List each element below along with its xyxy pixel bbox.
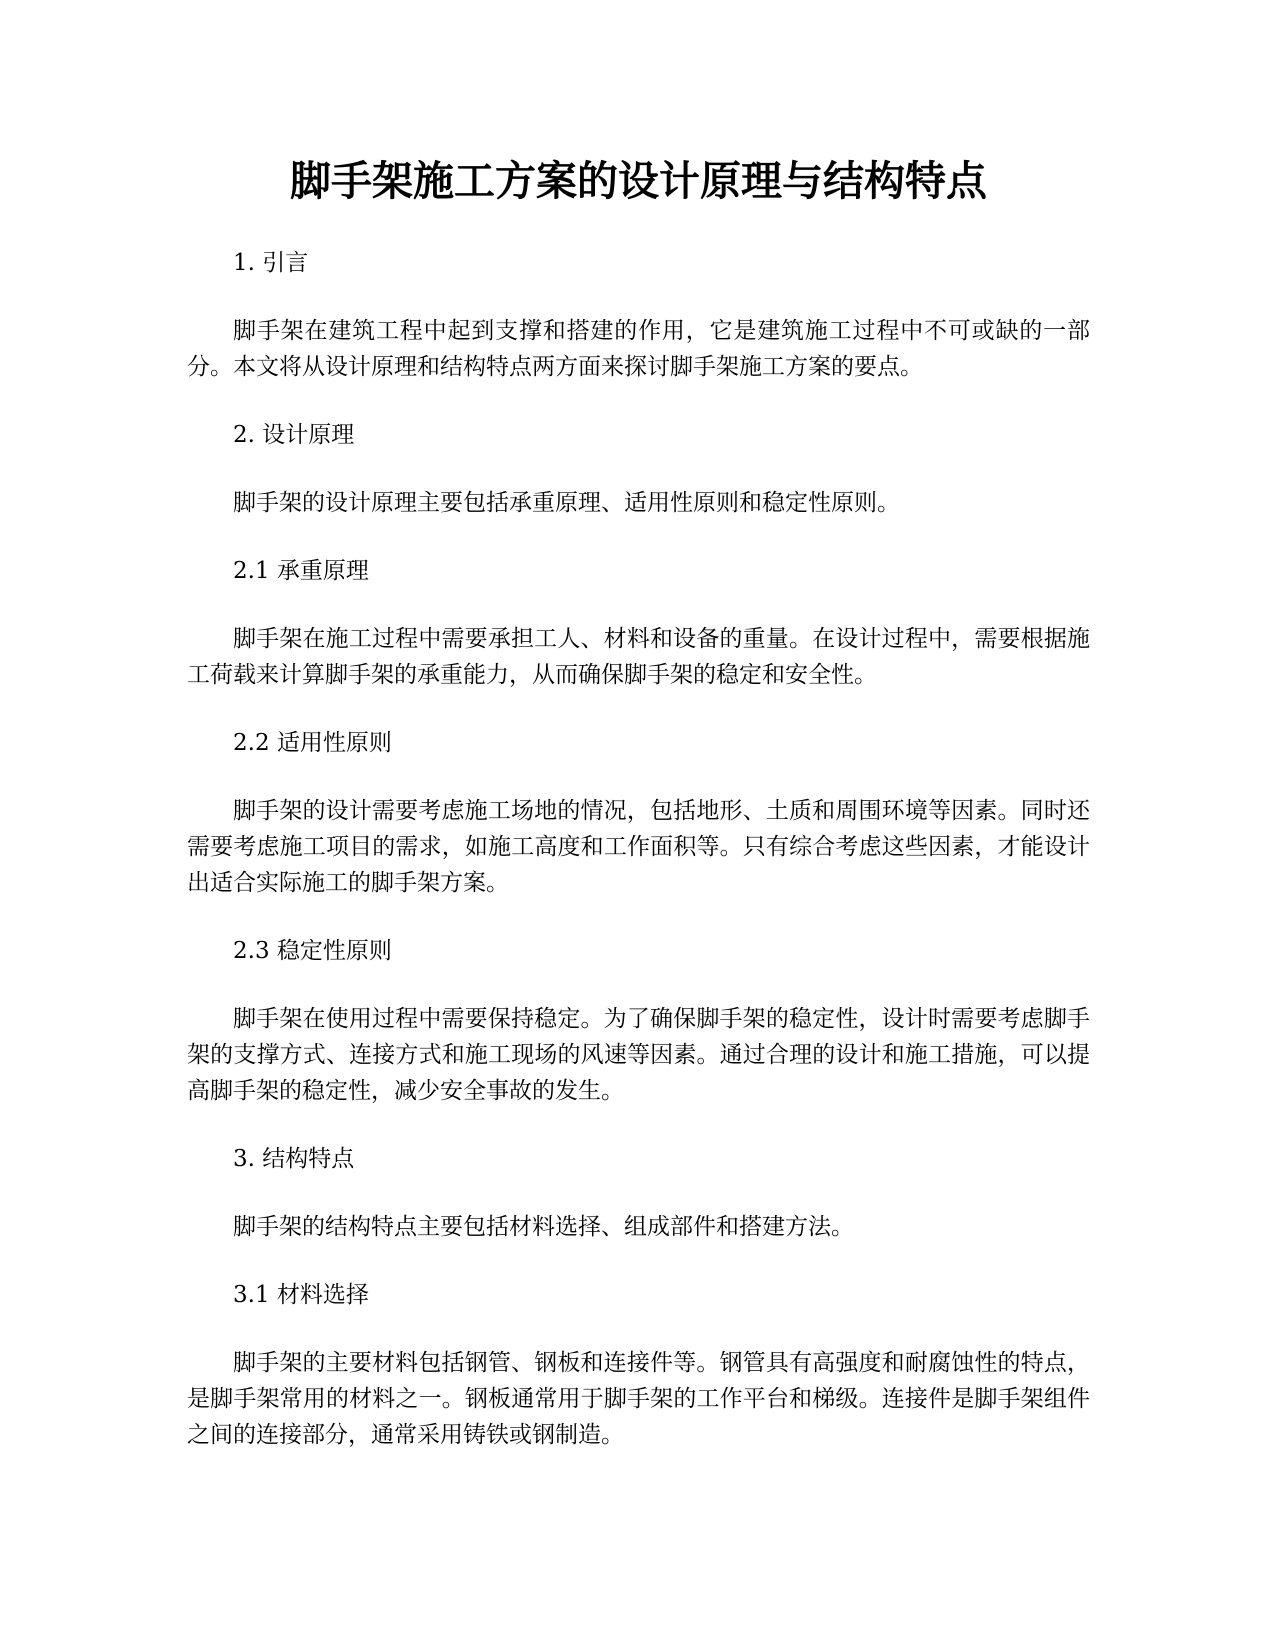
paragraph-stability: 脚手架在使用过程中需要保持稳定。为了确保脚手架的稳定性，设计时需要考虑脚手架的支撑方式、连接方式和施工现场的风速等因素。通过合理的设计和施工措施，可以提高脚手架的稳定性，减少安全事故的发生。: [187, 1006, 1090, 1104]
paragraph-materials: 脚手架的主要材料包括钢管、钢板和连接件等。钢管具有高强度和耐腐蚀性的特点，是脚手架常用的材料之一。钢板通常用于脚手架的工作平台和梯级。连接件是脚手架组件之间的连接部分，通常采用铸铁或钢制造。: [187, 1350, 1090, 1448]
document-title: 脚手架施工方案的设计原理与结构特点: [290, 157, 987, 205]
section-heading-introduction: 1. 引言: [233, 250, 309, 276]
section-heading-structure: 3. 结构特点: [233, 1146, 355, 1172]
paragraph-applicability: 脚手架的设计需要考虑施工场地的情况，包括地形、土质和周围环境等因素。同时还需要考虑施工项目的需求，如施工高度和工作面积等。只有综合考虑这些因素，才能设计出适合实际施工的脚手架方案。: [187, 798, 1090, 896]
paragraph-introduction: 脚手架在建筑工程中起到支撑和搭建的作用，它是建筑施工过程中不可或缺的一部分。本文将从设计原理和结构特点两方面来探讨脚手架施工方案的要点。: [187, 318, 1090, 380]
section-heading-load-bearing: 2.1 承重原理: [233, 558, 369, 584]
section-heading-stability: 2.3 稳定性原则: [233, 938, 392, 964]
paragraph-design-principles: 脚手架的设计原理主要包括承重原理、适用性原则和稳定性原则。: [233, 490, 900, 516]
paragraph-load-bearing: 脚手架在施工过程中需要承担工人、材料和设备的重量。在设计过程中，需要根据施工荷载来计算脚手架的承重能力，从而确保脚手架的稳定和安全性。: [187, 626, 1090, 688]
paragraph-structure: 脚手架的结构特点主要包括材料选择、组成部件和搭建方法。: [233, 1214, 854, 1240]
section-heading-design-principles: 2. 设计原理: [233, 422, 355, 448]
document-body: [187, 150, 1090, 1485]
section-heading-materials: 3.1 材料选择: [233, 1282, 369, 1308]
section-heading-applicability: 2.2 适用性原则: [233, 730, 392, 756]
